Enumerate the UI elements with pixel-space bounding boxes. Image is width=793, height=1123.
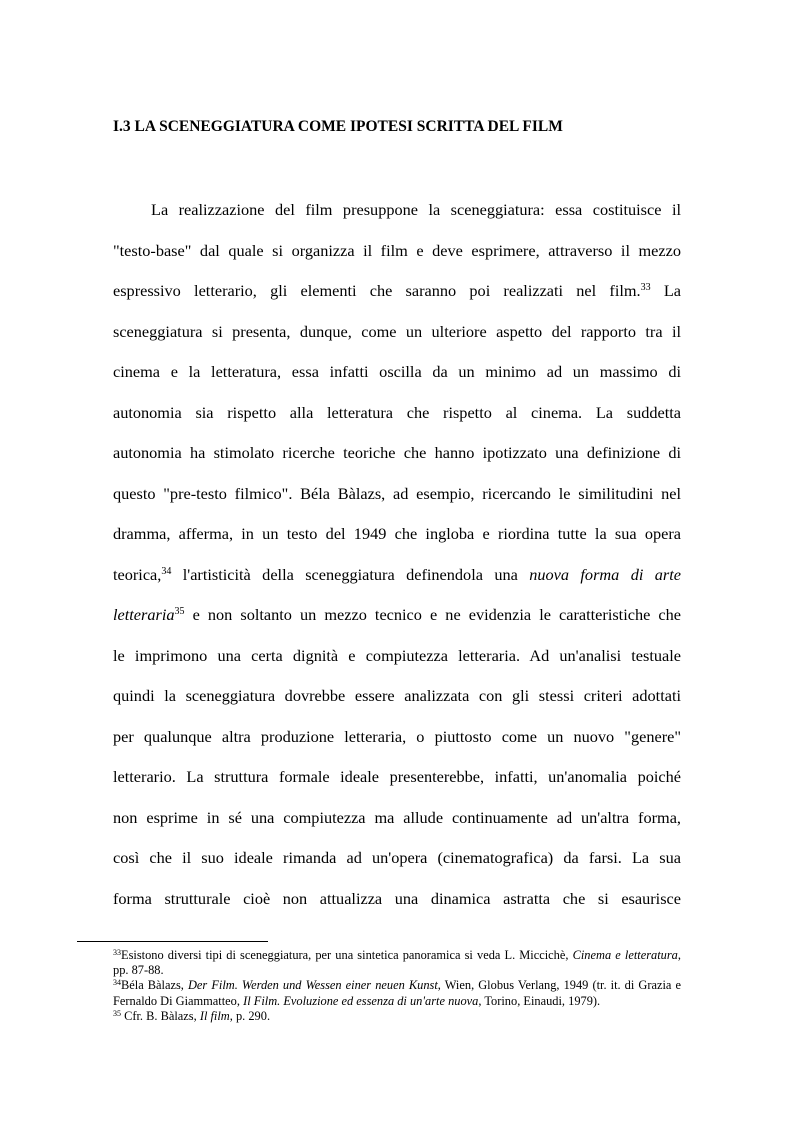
text-line xyxy=(113,352,681,393)
text-run: , Torino, Einaudi, 1979). xyxy=(478,993,601,1008)
text-run: così che il suo ideale rimanda ad un'opera (cinematografica) da farsi. La sua xyxy=(113,848,681,867)
text-run: quindi la sceneggiatura dovrebbe essere analizzata con gli stessi criteri adottati xyxy=(113,686,681,705)
footnote-reference: 33 xyxy=(640,282,651,293)
footnote-reference: 34 xyxy=(161,565,172,577)
text-line xyxy=(113,271,681,312)
footnote-reference: 33 xyxy=(113,948,121,957)
text-line xyxy=(113,555,681,596)
footnote-separator xyxy=(77,941,268,942)
text-line xyxy=(113,393,681,434)
section-heading: I.3 LA SCENEGGIATURA COME IPOTESI SCRITTA DEL FILM xyxy=(113,118,563,135)
text-line xyxy=(113,433,681,474)
text-run: sceneggiatura si presenta, dunque, come un ulteriore aspetto del rapporto tra il xyxy=(113,321,681,341)
text-run: "testo-base" dal quale si organizza il film e deve esprimere, attraverso il mezzo xyxy=(113,240,681,260)
text-run: l'artisticità della sceneggiatura definendola una xyxy=(171,564,530,584)
text-run: e non soltanto un mezzo tecnico e ne evidenzia le caratteristiche che xyxy=(184,605,681,624)
text-line xyxy=(113,514,681,555)
footnotes xyxy=(113,948,681,1024)
text-line xyxy=(113,231,681,272)
text-run: nuova forma di arte xyxy=(529,564,681,584)
text-run: letteraria xyxy=(113,605,175,624)
text-run: Il film xyxy=(199,1008,230,1023)
text-run: La realizzazione del film presuppone la sceneggiatura: essa costituisce il xyxy=(151,200,681,219)
text-line xyxy=(113,190,681,231)
text-run: La xyxy=(650,281,681,300)
text-run: autonomia ha stimolato ricerche teoriche che hanno ipotizzato una definizione di xyxy=(113,443,681,462)
text-line xyxy=(113,474,681,515)
text-line xyxy=(113,636,681,677)
text-run: le imprimono una certa dignità e compiutezza letteraria. Ad un'analisi testuale xyxy=(113,645,681,665)
text-run: Béla Bàlazs, xyxy=(121,978,188,993)
footnote xyxy=(113,978,681,1008)
footnote-reference: 35 xyxy=(113,1008,121,1018)
text-run: Cinema e letteratura xyxy=(572,948,678,962)
text-line xyxy=(113,312,681,353)
text-run: , Wien, Globus Verlang, 1949 (tr. it. di Grazia e Fernaldo Di Giammatteo, xyxy=(113,978,681,1008)
text-run: autonomia sia rispetto alla letteratura che rispetto al cinema. La suddetta xyxy=(113,402,681,422)
text-line xyxy=(113,676,681,717)
footnote-reference: 34 xyxy=(113,978,121,988)
text-run: forma strutturale cioè non attualizza una dinamica astratta che si esaurisce xyxy=(113,888,681,908)
text-run: Cfr. B. Bàlazs, xyxy=(121,1008,200,1023)
text-run: Der Film. Werden und Wessen einer neuen Kunst xyxy=(187,978,438,993)
text-run: letterario. La struttura formale ideale presenterebbe, infatti, un'anomalia poiché xyxy=(113,767,681,786)
text-run: Il Film. Evoluzione ed essenza di un'arte nuova xyxy=(243,993,479,1008)
text-run: non esprime in sé una compiutezza ma allude continuamente ad un'altra forma, xyxy=(113,807,681,827)
text-run: questo "pre-testo filmico". Béla Bàlazs, ad esempio, ricercando le similitudini nel xyxy=(113,483,681,503)
text-line xyxy=(113,595,681,636)
text-line xyxy=(113,798,681,839)
text-run: , p. 290. xyxy=(229,1008,271,1023)
text-run: Esistono diversi tipi di sceneggiatura, per una sintetica panoramica si veda L. Miccichè, xyxy=(121,948,573,962)
text-line xyxy=(113,757,681,798)
footnote xyxy=(113,1009,681,1024)
text-run: espressivo letterario, gli elementi che saranno poi realizzati nel film. xyxy=(113,281,641,300)
text-run: , pp. 87-88. xyxy=(113,948,681,978)
text-line xyxy=(113,717,681,758)
text-line xyxy=(113,879,681,920)
text-run: teorica, xyxy=(113,564,162,584)
text-run: dramma, afferma, in un testo del 1949 che ingloba e riordina tutte la sua opera xyxy=(113,524,681,543)
text-line xyxy=(113,838,681,879)
body-paragraph xyxy=(113,190,681,919)
footnote-reference: 35 xyxy=(174,606,185,617)
footnote xyxy=(113,948,681,978)
text-run: per qualunque altra produzione letteraria, o piuttosto come un nuovo "genere" xyxy=(113,726,681,746)
text-run: cinema e la letteratura, essa infatti oscilla da un minimo ad un massimo di xyxy=(113,362,681,381)
